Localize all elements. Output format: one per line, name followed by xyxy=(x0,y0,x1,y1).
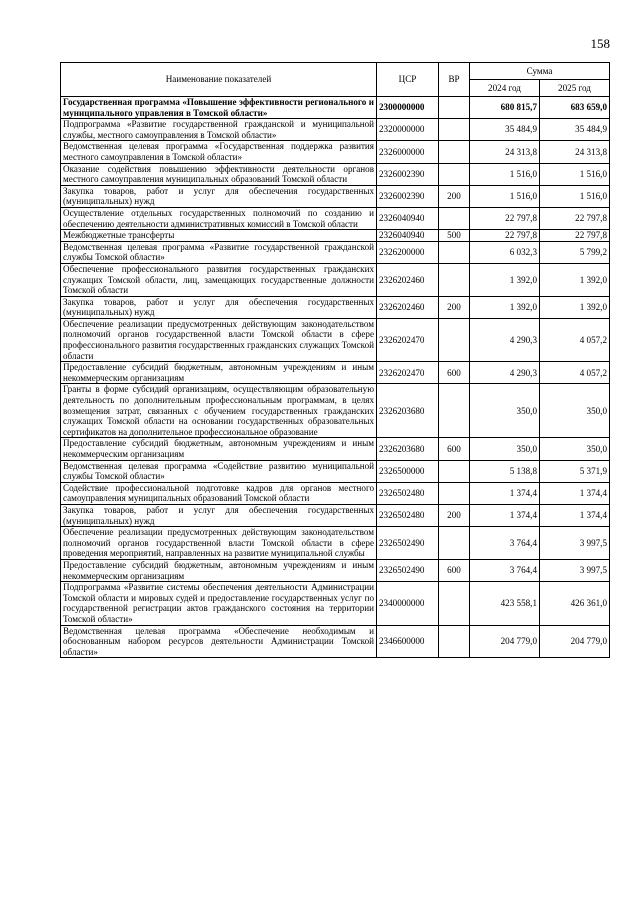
table-row xyxy=(61,241,610,263)
header-year-2025: 2025 год xyxy=(540,80,610,97)
row-code: 2326040940 xyxy=(377,230,439,242)
row-sum-2025: 1 516,0 xyxy=(540,185,610,207)
row-sum-2025: 3 997,5 xyxy=(540,527,610,560)
row-name: Ведомственная целевая программа «Обеспечение необходимым и обоснованным набором ресурсов деятельности Администрации Томской области» xyxy=(61,625,377,658)
table-row xyxy=(61,559,610,581)
table-row xyxy=(61,362,610,384)
header-vr: ВР xyxy=(439,63,470,97)
row-name: Межбюджетные трансферты xyxy=(61,230,377,242)
row-sum-2024: 24 313,8 xyxy=(470,141,540,163)
row-sum-2025: 24 313,8 xyxy=(540,141,610,163)
row-sum-2024: 3 764,4 xyxy=(470,527,540,560)
row-sum-2025: 350,0 xyxy=(540,384,610,438)
row-code: 2300000000 xyxy=(377,97,439,119)
row-sum-2025: 1 374,4 xyxy=(540,504,610,526)
row-vr xyxy=(439,625,470,658)
table-row xyxy=(61,460,610,482)
row-vr xyxy=(439,482,470,504)
row-code: 2326200000 xyxy=(377,241,439,263)
row-sum-2025: 1 392,0 xyxy=(540,296,610,318)
row-sum-2025: 683 659,0 xyxy=(540,97,610,119)
row-sum-2025: 1 392,0 xyxy=(540,263,610,296)
row-name: Предоставление субсидий бюджетным, автономным учреждениям и иным некоммерческим организациям xyxy=(61,438,377,460)
row-sum-2024: 1 516,0 xyxy=(470,163,540,185)
row-vr: 200 xyxy=(439,185,470,207)
table-row xyxy=(61,318,610,361)
table-row xyxy=(61,504,610,526)
row-sum-2025: 5 799,2 xyxy=(540,241,610,263)
row-code: 2320000000 xyxy=(377,119,439,141)
row-code: 2326040940 xyxy=(377,207,439,229)
row-vr: 600 xyxy=(439,559,470,581)
table-row xyxy=(61,384,610,438)
row-vr xyxy=(439,384,470,438)
row-sum-2025: 3 997,5 xyxy=(540,559,610,581)
row-code: 2326002390 xyxy=(377,163,439,185)
row-code: 2346600000 xyxy=(377,625,439,658)
row-sum-2024: 1 374,4 xyxy=(470,482,540,504)
row-code: 2326502490 xyxy=(377,559,439,581)
row-vr: 600 xyxy=(439,362,470,384)
row-sum-2024: 1 374,4 xyxy=(470,504,540,526)
row-name: Обеспечение реализации предусмотренных действующим законодательством полномочий органов государственной власти Томской области в сфере проведения мероприятий, направленных на развитие муниципальной службы xyxy=(61,527,377,560)
row-sum-2024: 4 290,3 xyxy=(470,318,540,361)
row-vr: 600 xyxy=(439,438,470,460)
row-name: Обеспечение реализации предусмотренных действующим законодательством полномочий органов государственной власти Томской области в сфере профессионального развития государственных гражданских служащих Томской области xyxy=(61,318,377,361)
table-row xyxy=(61,625,610,658)
row-sum-2024: 1 516,0 xyxy=(470,185,540,207)
row-name: Оказание содействия повышению эффективности деятельности органов местного самоуправления муниципальных образований Томской области xyxy=(61,163,377,185)
row-name: Обеспечение профессионального развития государственных гражданских служащих Томской области, лиц, замещающих государственные должности Томской области xyxy=(61,263,377,296)
row-name: Ведомственная целевая программа «Содействие развитию муниципальной службы Томской области» xyxy=(61,460,377,482)
row-code: 2326502480 xyxy=(377,504,439,526)
row-sum-2025: 22 797,8 xyxy=(540,230,610,242)
row-vr xyxy=(439,263,470,296)
header-sum: Сумма xyxy=(470,63,610,80)
row-name: Ведомственная целевая программа «Государственная поддержка развития местного самоуправления в Томской области» xyxy=(61,141,377,163)
row-name: Гранты в форме субсидий организациям, осуществляющим образовательную деятельность по дополнительным профессиональным программам, в целях возмещения затрат, связанных с обучением государственных гражданских служащих Томской области на основании государственных образовательных сертификатов на дополнительное профессиональное образование xyxy=(61,384,377,438)
row-name: Содействие профессиональной подготовке кадров для органов местного самоуправления муниципальных образований Томской области xyxy=(61,482,377,504)
row-code: 2326203680 xyxy=(377,384,439,438)
row-sum-2024: 3 764,4 xyxy=(470,559,540,581)
row-sum-2024: 680 815,7 xyxy=(470,97,540,119)
row-name: Подпрограмма «Развитие системы обеспечения деятельности Администрации Томской области и мировых судей и предоставление государственных услуг по государственной регистрации актов гражданского состояния на территории Томской области» xyxy=(61,582,377,625)
row-code: 2326502480 xyxy=(377,482,439,504)
row-sum-2025: 4 057,2 xyxy=(540,318,610,361)
row-sum-2024: 1 392,0 xyxy=(470,263,540,296)
row-sum-2024: 350,0 xyxy=(470,438,540,460)
row-sum-2025: 350,0 xyxy=(540,438,610,460)
row-name: Предоставление субсидий бюджетным, автономным учреждениям и иным некоммерческим организациям xyxy=(61,559,377,581)
row-name: Закупка товаров, работ и услуг для обеспечения государственных (муниципальных) нужд xyxy=(61,504,377,526)
row-vr: 200 xyxy=(439,504,470,526)
row-sum-2025: 4 057,2 xyxy=(540,362,610,384)
table-row xyxy=(61,527,610,560)
table-row xyxy=(61,119,610,141)
row-sum-2024: 35 484,9 xyxy=(470,119,540,141)
row-code: 2326502490 xyxy=(377,527,439,560)
row-sum-2024: 5 138,8 xyxy=(470,460,540,482)
table-row xyxy=(61,207,610,229)
page-number: 158 xyxy=(590,36,610,51)
table-row xyxy=(61,582,610,625)
row-code: 2326002390 xyxy=(377,185,439,207)
header-year-2024: 2024 год xyxy=(470,80,540,97)
row-sum-2024: 350,0 xyxy=(470,384,540,438)
row-vr xyxy=(439,460,470,482)
row-code: 2326202460 xyxy=(377,296,439,318)
row-sum-2025: 426 361,0 xyxy=(540,582,610,625)
row-name: Государственная программа «Повышение эффективности регионального и муниципального управления в Томской области» xyxy=(61,97,377,119)
table-row xyxy=(61,163,610,185)
row-sum-2024: 423 558,1 xyxy=(470,582,540,625)
row-vr xyxy=(439,527,470,560)
table-row xyxy=(61,263,610,296)
row-name: Ведомственная целевая программа «Развитие государственной гражданской службы Томской области» xyxy=(61,241,377,263)
row-vr xyxy=(439,97,470,119)
row-sum-2025: 1 516,0 xyxy=(540,163,610,185)
table-row xyxy=(61,438,610,460)
row-vr: 500 xyxy=(439,230,470,242)
row-vr xyxy=(439,318,470,361)
row-vr xyxy=(439,241,470,263)
table-row xyxy=(61,185,610,207)
row-sum-2025: 35 484,9 xyxy=(540,119,610,141)
row-vr: 200 xyxy=(439,296,470,318)
table-row xyxy=(61,141,610,163)
row-name: Закупка товаров, работ и услуг для обеспечения государственных (муниципальных) нужд xyxy=(61,296,377,318)
row-name: Осуществление отдельных государственных полномочий по созданию и обеспечению деятельности административных комиссий в Томской области xyxy=(61,207,377,229)
row-code: 2326000000 xyxy=(377,141,439,163)
row-code: 2326202470 xyxy=(377,318,439,361)
table-row xyxy=(61,482,610,504)
row-sum-2025: 1 374,4 xyxy=(540,482,610,504)
row-code: 2326202470 xyxy=(377,362,439,384)
row-vr xyxy=(439,141,470,163)
row-sum-2024: 1 392,0 xyxy=(470,296,540,318)
row-sum-2024: 6 032,3 xyxy=(470,241,540,263)
row-sum-2025: 204 779,0 xyxy=(540,625,610,658)
row-code: 2326203680 xyxy=(377,438,439,460)
table-row xyxy=(61,230,610,242)
row-name: Закупка товаров, работ и услуг для обеспечения государственных (муниципальных) нужд xyxy=(61,185,377,207)
row-sum-2024: 204 779,0 xyxy=(470,625,540,658)
header-name: Наименование показателей xyxy=(61,63,377,97)
row-sum-2025: 5 371,9 xyxy=(540,460,610,482)
row-vr xyxy=(439,163,470,185)
header-code: ЦСР xyxy=(377,63,439,97)
row-code: 2340000000 xyxy=(377,582,439,625)
row-sum-2024: 4 290,3 xyxy=(470,362,540,384)
table-row xyxy=(61,296,610,318)
row-vr xyxy=(439,582,470,625)
budget-table xyxy=(60,62,610,658)
row-sum-2025: 22 797,8 xyxy=(540,207,610,229)
row-vr xyxy=(439,119,470,141)
table-row xyxy=(61,97,610,119)
row-name: Подпрограмма «Развитие государственной гражданской и муниципальной службы, местного самоуправления в Томской области» xyxy=(61,119,377,141)
row-sum-2024: 22 797,8 xyxy=(470,230,540,242)
row-sum-2024: 22 797,8 xyxy=(470,207,540,229)
row-name: Предоставление субсидий бюджетным, автономным учреждениям и иным некоммерческим организациям xyxy=(61,362,377,384)
row-code: 2326202460 xyxy=(377,263,439,296)
row-code: 2326500000 xyxy=(377,460,439,482)
row-vr xyxy=(439,207,470,229)
